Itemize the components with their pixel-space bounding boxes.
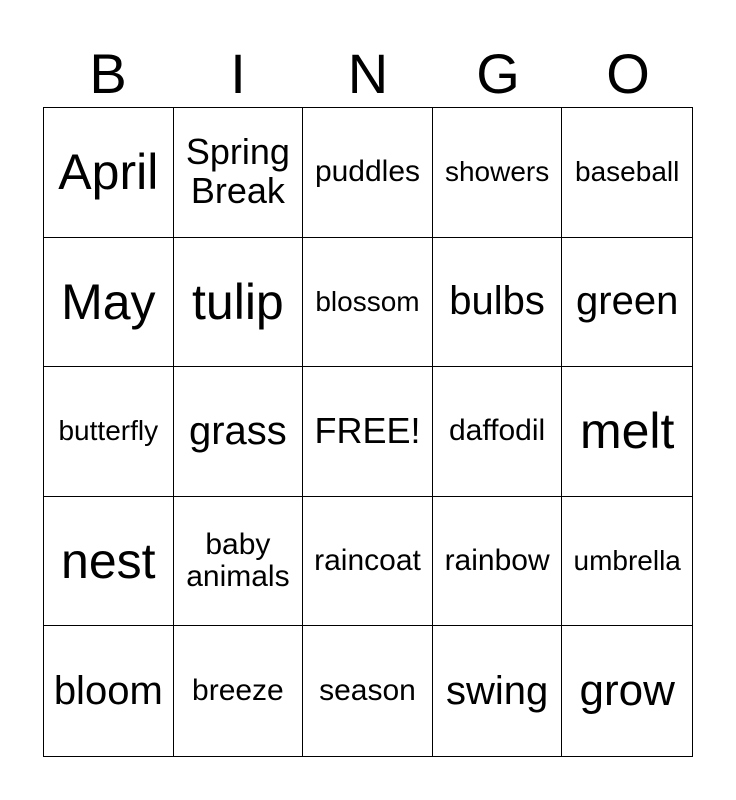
bingo-cell[interactable]: raincoat xyxy=(303,497,433,627)
bingo-cell[interactable]: rainbow xyxy=(433,497,563,627)
bingo-header xyxy=(43,40,693,108)
bingo-cell[interactable]: May xyxy=(44,238,174,368)
header-letter-o: O xyxy=(606,42,650,105)
bingo-cell[interactable]: grow xyxy=(579,666,675,716)
bingo-cell[interactable]: Spring Break xyxy=(174,108,304,238)
bingo-cell[interactable]: daffodil xyxy=(433,367,563,497)
bingo-cell[interactable]: showers xyxy=(433,108,563,238)
bingo-cell[interactable]: blossom xyxy=(303,238,433,368)
bingo-cell[interactable]: butterfly xyxy=(44,367,174,497)
bingo-cell[interactable]: baseball xyxy=(562,108,692,238)
bingo-cell[interactable]: breeze xyxy=(174,626,304,756)
bingo-cell free-space[interactable]: FREE! xyxy=(303,367,433,497)
bingo-cell[interactable]: melt xyxy=(562,367,692,497)
header-letter-i: I xyxy=(230,42,246,105)
bingo-cell[interactable]: baby animals xyxy=(174,497,304,627)
bingo-cell[interactable]: nest xyxy=(44,497,174,627)
bingo-cell[interactable]: bulbs xyxy=(433,238,563,368)
bingo-cell[interactable]: season xyxy=(303,626,433,756)
bingo-cell[interactable]: umbrella xyxy=(562,497,692,627)
header-letter-g: G xyxy=(476,42,520,105)
bingo-cell[interactable]: bloom xyxy=(44,626,174,756)
bingo-cell[interactable]: tulip xyxy=(174,238,304,368)
bingo-cell[interactable]: grass xyxy=(174,367,304,497)
bingo-board xyxy=(43,107,693,757)
bingo-cell[interactable]: April xyxy=(44,108,174,238)
header-letter-b: B xyxy=(89,42,127,105)
bingo-cell[interactable]: green xyxy=(562,238,692,368)
bingo-cell[interactable]: swing xyxy=(433,626,563,756)
header-letter-n: N xyxy=(347,42,389,105)
bingo-cell[interactable]: puddles xyxy=(303,108,433,238)
